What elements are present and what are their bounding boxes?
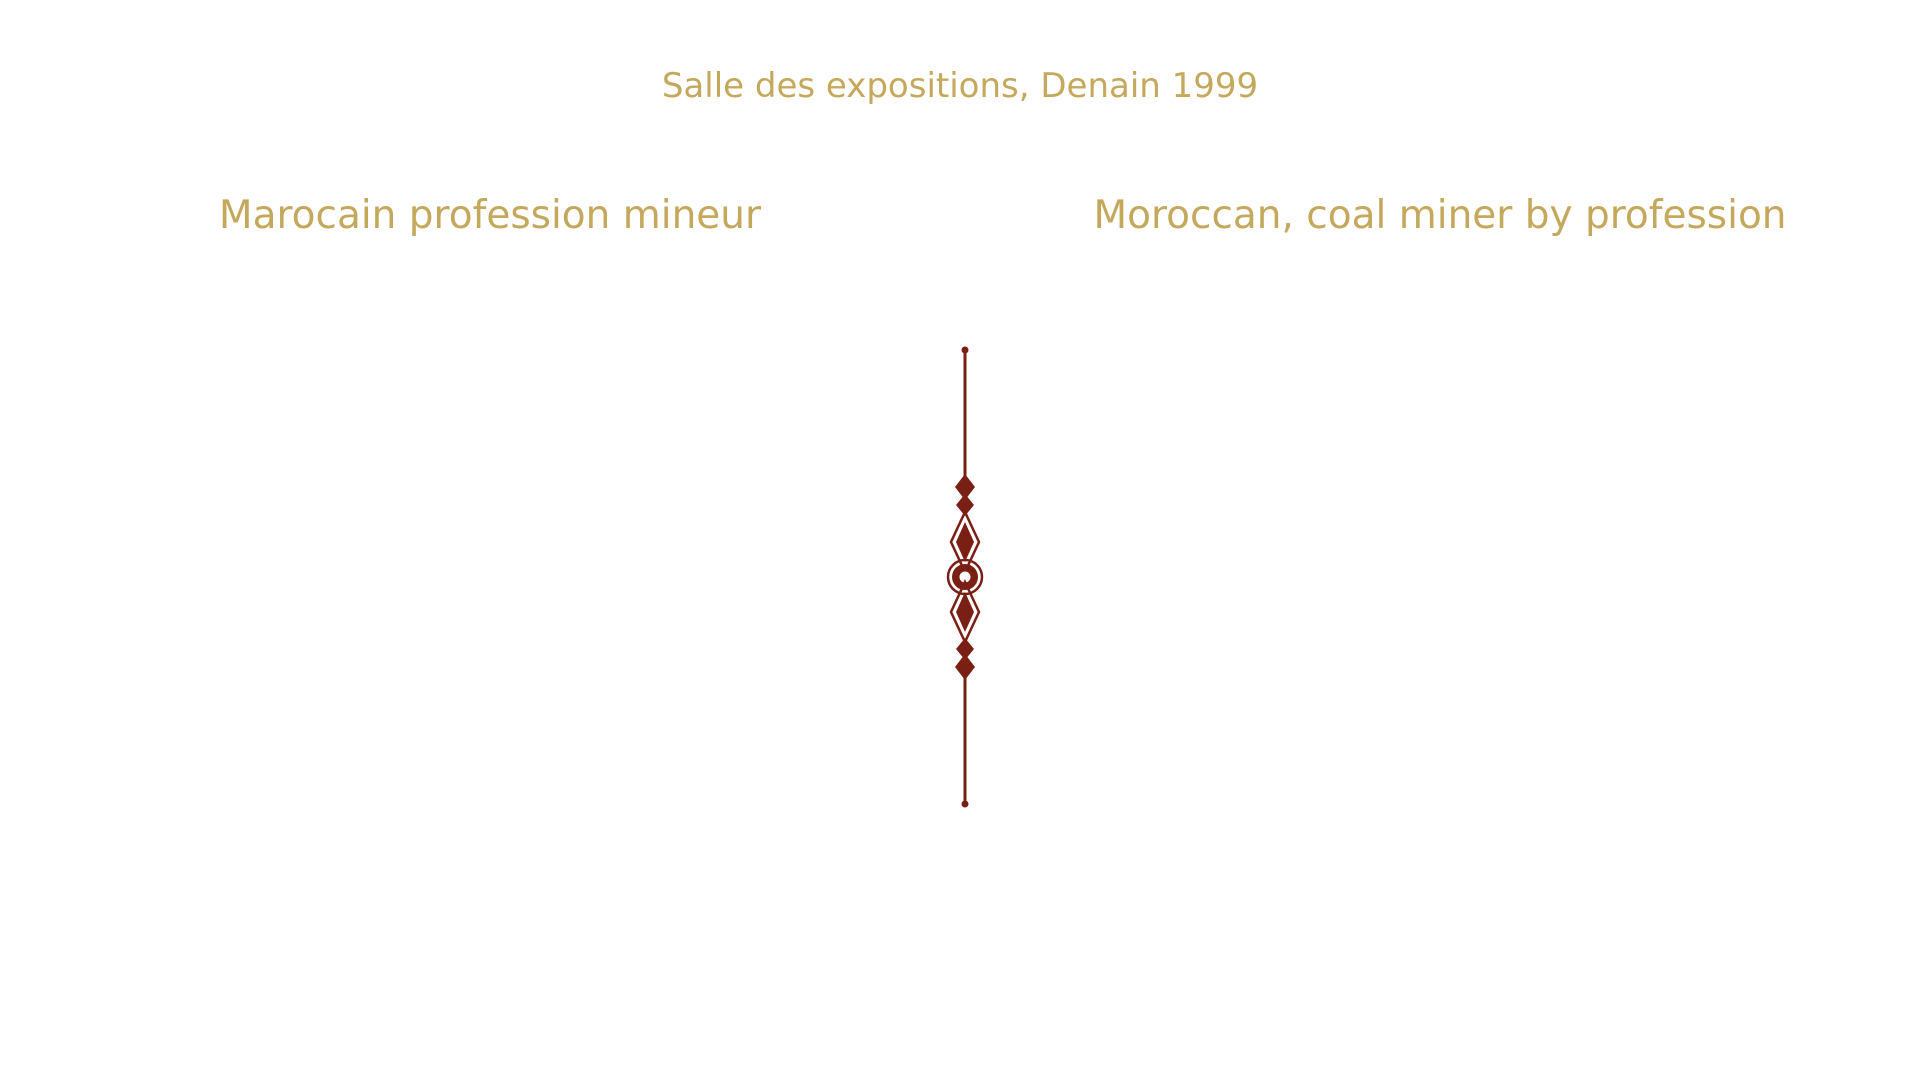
ornamental-divider-icon — [939, 344, 991, 810]
right-column-title: Moroccan, coal miner by profession — [1093, 193, 1787, 238]
left-column-title: Marocain profession mineur — [218, 193, 762, 238]
exhibition-caption: Salle des expositions, Denain 1999 — [661, 66, 1259, 106]
